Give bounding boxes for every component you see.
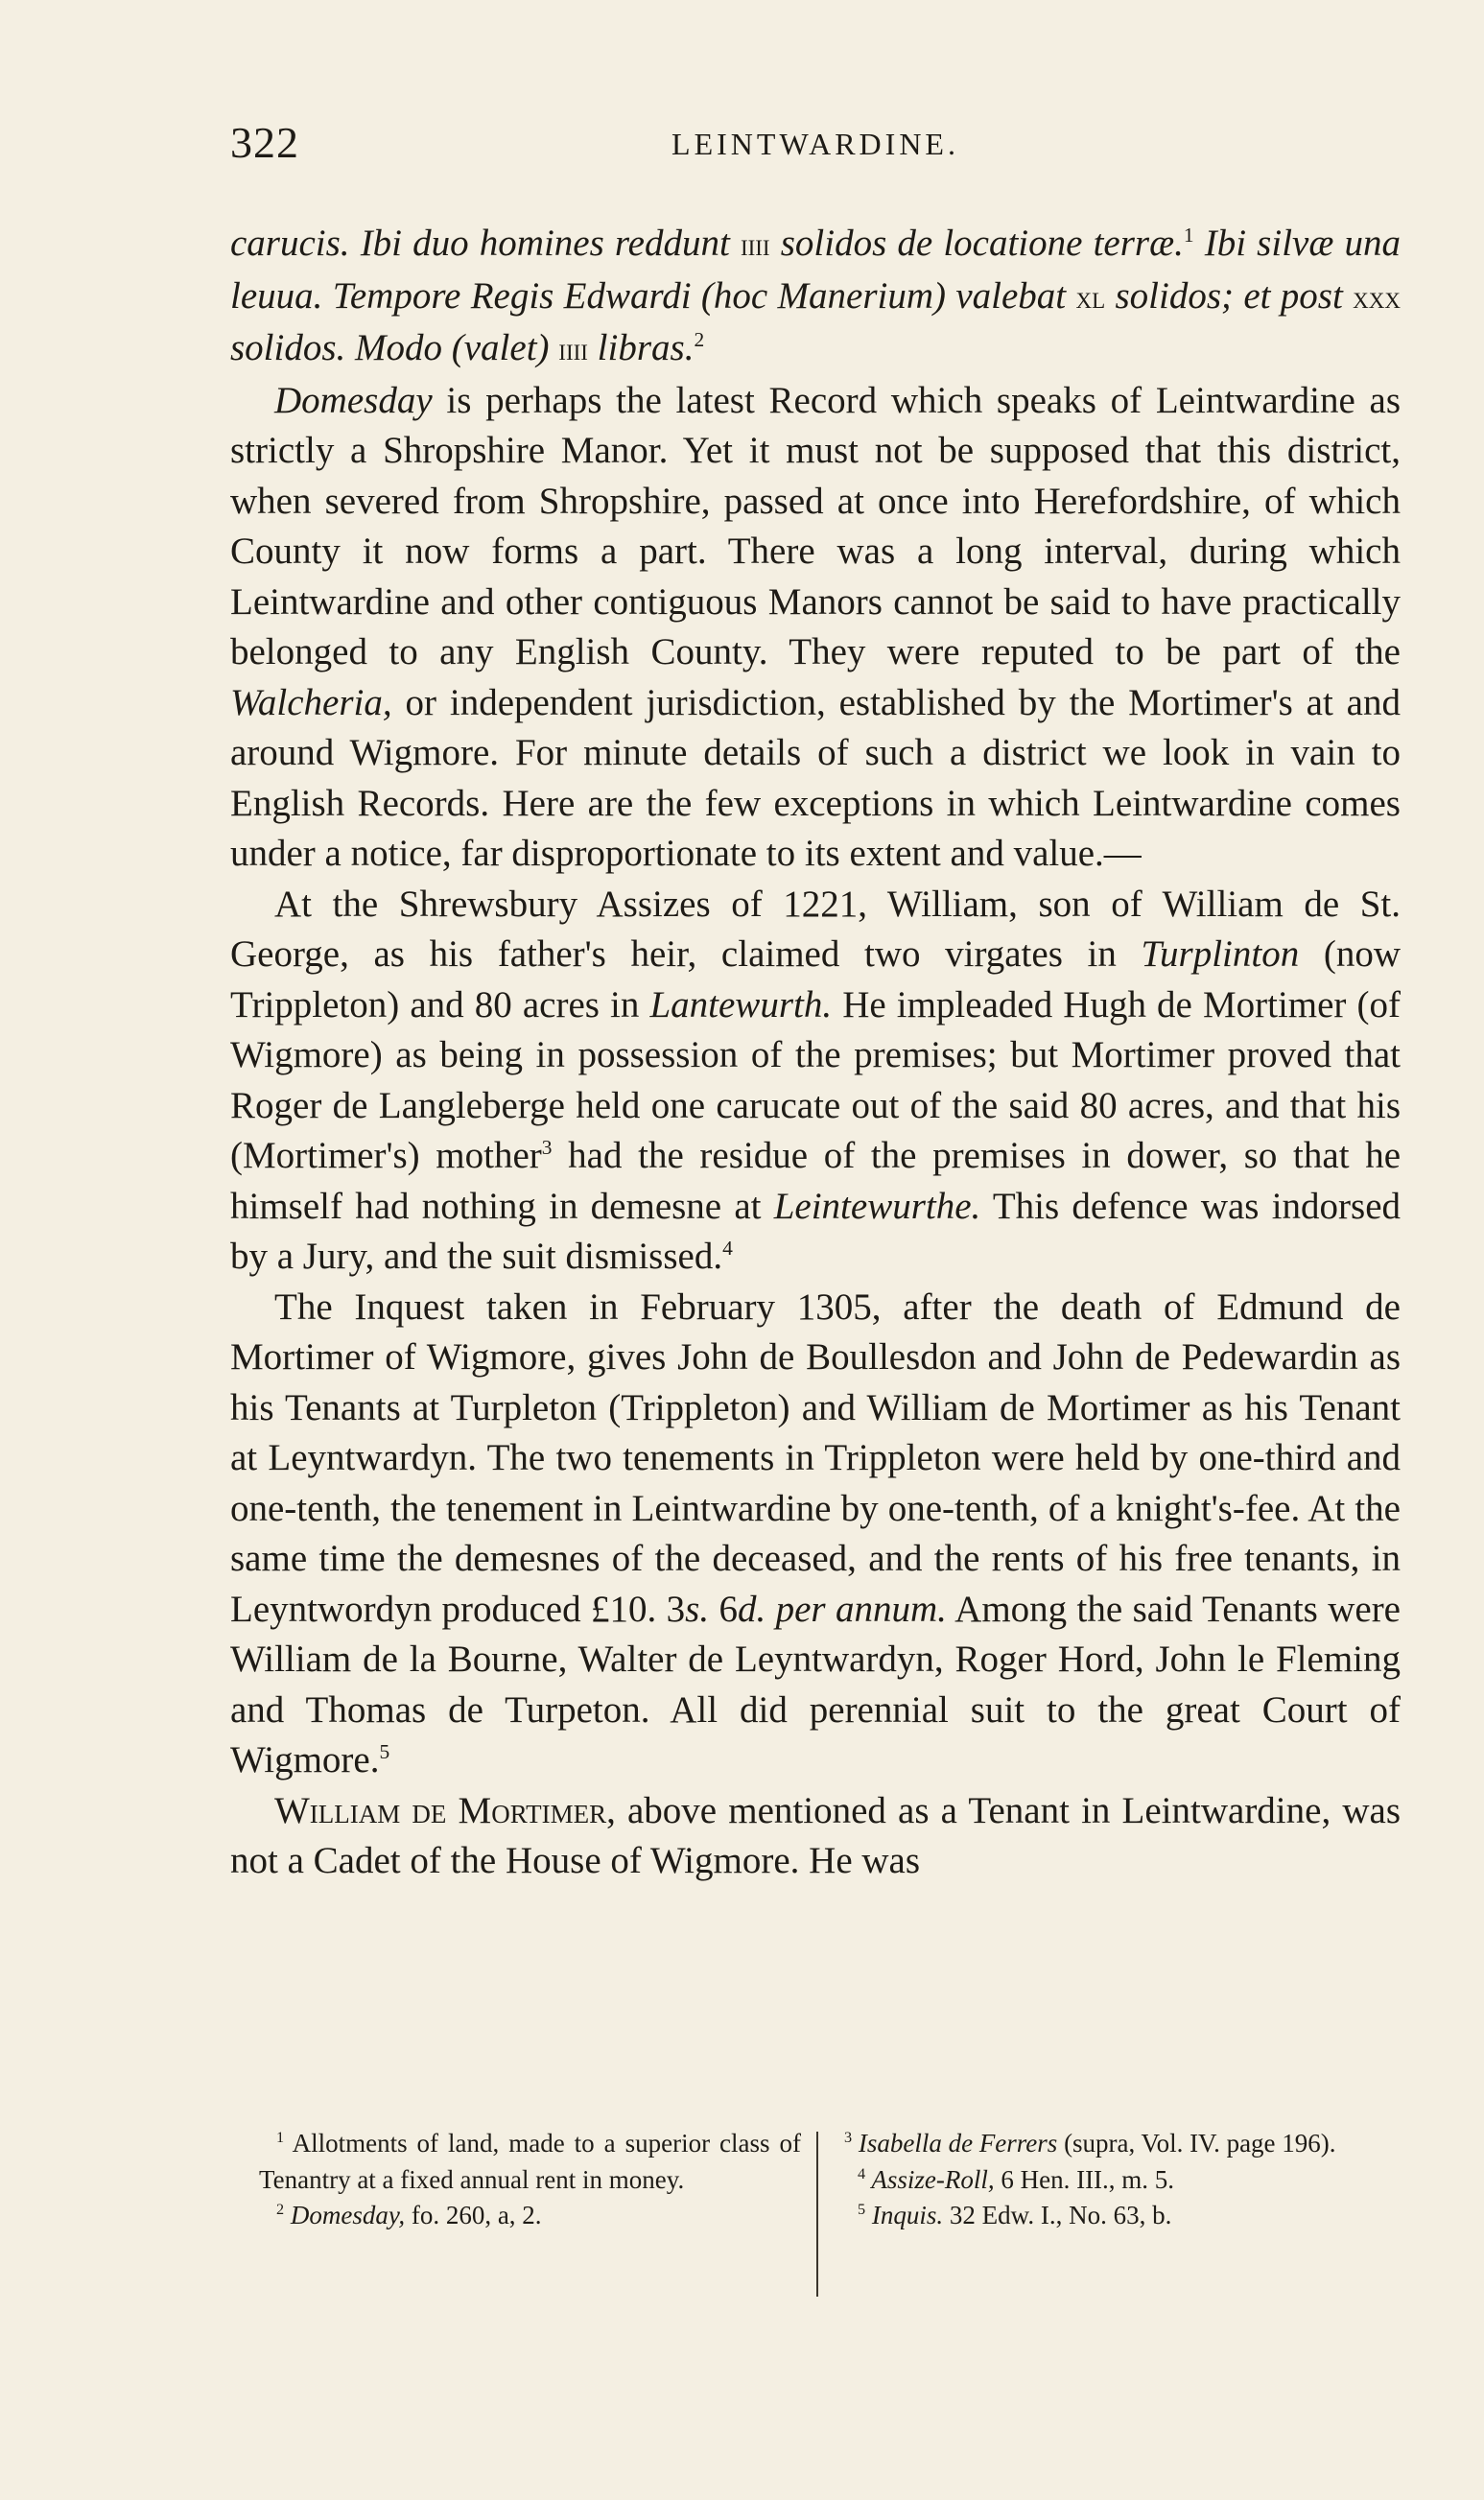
- body-text-run: above mentioned as a Tenant in Leintwardine, was not a Cadet of the House of Wigmore. He was: [230, 1789, 1401, 1881]
- italic-text: Walcheria,: [230, 681, 392, 723]
- latin-text: libras.: [587, 327, 695, 368]
- body-text-run: is perhaps the latest Record which speaks of Leintwardine as strictly a Shropshire Manor. Yet it must not be supposed that this district, when severed from Shropshire, passed at once into Herefordshire, of which County it now forms a part. There was a long interval, during which Leintwardine and other contiguous Manors cannot be said to have practically belonged to any English County. They were reputed to be part of the: [230, 379, 1401, 672]
- body-text: [230, 219, 1401, 1887]
- body-text-run: (now Trippleton) and 80 acres in: [230, 933, 1402, 1026]
- footnote-ref-2[interactable]: 2: [694, 328, 705, 351]
- footnote-4: [844, 2162, 1401, 2199]
- italic-text: Turplinton: [1141, 933, 1300, 975]
- small-caps-name: William de Mortimer,: [274, 1789, 616, 1831]
- footnotes-right-column: [844, 2126, 1401, 2234]
- body-text-run: The Inquest taken in February 1305, after the death of Edmund de Mortimer of Wigmore, gives John de Boullesdon and John de Pedewardin as his Tenants at Turpleton (Trippleton) and William de Mortimer as his Tenant at Leyntwardyn. The two tenements in Trippleton were held by one-third and one-tenth, the tenement in Leintwardine by one-tenth, of a knight's-fee. At the same time the demesnes of the deceased, and the rents of his free tenants, in Leyntwordyn produced £10. 3: [230, 1285, 1401, 1630]
- paragraph-william-de-mortimer: [230, 1786, 1401, 1887]
- footnote-ref-1[interactable]: 1: [1183, 224, 1194, 247]
- latin-text: solidos. Modo (valet): [230, 327, 559, 368]
- latin-text: Ibi silvæ una leuua. Tempore Regis Edwardi (hoc Manerium) valebat: [230, 223, 1401, 317]
- roman-numeral: xl: [1075, 279, 1106, 316]
- body-text-run: At the Shrewsbury Assizes of 1221, William, son of William de St. George, as his father's heir, claimed two virgates in: [230, 883, 1401, 975]
- italic-text: s.: [685, 1588, 710, 1630]
- footnote-ref-4[interactable]: 4: [722, 1237, 733, 1260]
- body-text-run: 6: [709, 1588, 738, 1630]
- footnote-text: Allotments of land, made to a superior class of Tenantry at a fixed annual rent in money.: [259, 2129, 801, 2194]
- italic-text: per annum.: [775, 1588, 947, 1630]
- footnote-text: fo. 260, a, 2.: [405, 2201, 542, 2229]
- footnote-1: [259, 2126, 801, 2198]
- body-text-run: Among the said Tenants were William de la Bourne, Walter de Leyntwardyn, Roger Hord, John le Fleming and Thomas de Turpeton. All did perennial suit to the great Court of Wigmore.: [230, 1588, 1401, 1781]
- footnote-mark: 3: [844, 2129, 853, 2146]
- body-text-run: or independent jurisdiction, established by the Mortimer's at and around Wigmore. For minute details of such a district we look in vain to English Records. Here are the few exceptions in which Leintwardine comes under a notice, far disproportionate to its extent and value.—: [230, 681, 1401, 874]
- footnotes-left-column: [259, 2126, 801, 2234]
- paragraph-domesday-extract: [230, 219, 1401, 376]
- page-number: 322: [230, 118, 299, 167]
- footnote-mark: 2: [276, 2201, 285, 2218]
- roman-numeral: iiii: [558, 332, 588, 367]
- footnote-ref-5[interactable]: 5: [379, 1740, 390, 1763]
- paragraph-walcheria: [230, 376, 1401, 880]
- running-head: [230, 117, 1401, 175]
- footnote-text: (supra, Vol. IV. page 196).: [1057, 2129, 1336, 2158]
- latin-text: carucis. Ibi duo homines reddunt: [230, 223, 741, 264]
- italic-text: Leintewurthe.: [773, 1185, 981, 1227]
- footnote-column-divider: [816, 2132, 818, 2297]
- footnote-text: 32 Edw. I., No. 63, b.: [943, 2201, 1172, 2229]
- roman-numeral: xxx: [1353, 279, 1401, 316]
- body-text-run: had the residue of the premises in dower, so that he himself had nothing in demesne at: [230, 1135, 1401, 1227]
- footnote-3: [844, 2126, 1401, 2162]
- body-text-run: [766, 1589, 775, 1630]
- body-text-run: He impleaded Hugh de Mortimer (of Wigmore) as being in possession of the premises; but Mortimer proved that Roger de Langleberge held one carucate out of the said 80 acres, and that his (Mortimer's) mother: [230, 983, 1401, 1176]
- paragraph-inquest-1305: [230, 1283, 1401, 1786]
- footnote-source: Assize-Roll,: [865, 2164, 995, 2194]
- footnote-mark: 1: [276, 2129, 285, 2146]
- footnote-source: Domesday,: [284, 2201, 406, 2229]
- footnotes: [230, 2126, 1401, 2299]
- latin-text: solidos de locatione terræ.: [769, 223, 1184, 264]
- body-text-run: This defence was indorsed by a Jury, and the suit dismissed.: [230, 1185, 1401, 1277]
- footnote-mark: 4: [858, 2164, 866, 2182]
- footnote-mark: 5: [858, 2201, 866, 2218]
- running-title: LEINTWARDINE.: [671, 127, 959, 161]
- roman-numeral: iiii: [740, 227, 770, 263]
- footnote-ref-3[interactable]: 3: [541, 1136, 553, 1159]
- footnote-5: [844, 2198, 1401, 2234]
- italic-text: Lantewurth.: [649, 983, 833, 1026]
- footnote-source: Isabella de Ferrers: [852, 2129, 1058, 2158]
- footnote-text: 6 Hen. III., m. 5.: [994, 2164, 1175, 2194]
- footnote-2: [259, 2198, 801, 2234]
- latin-text: solidos; et post: [1105, 274, 1354, 317]
- footnote-source: Inquis.: [865, 2201, 944, 2229]
- paragraph-shrewsbury-assizes: [230, 880, 1401, 1283]
- italic-text: Domesday: [274, 379, 433, 421]
- italic-text: d.: [737, 1588, 766, 1630]
